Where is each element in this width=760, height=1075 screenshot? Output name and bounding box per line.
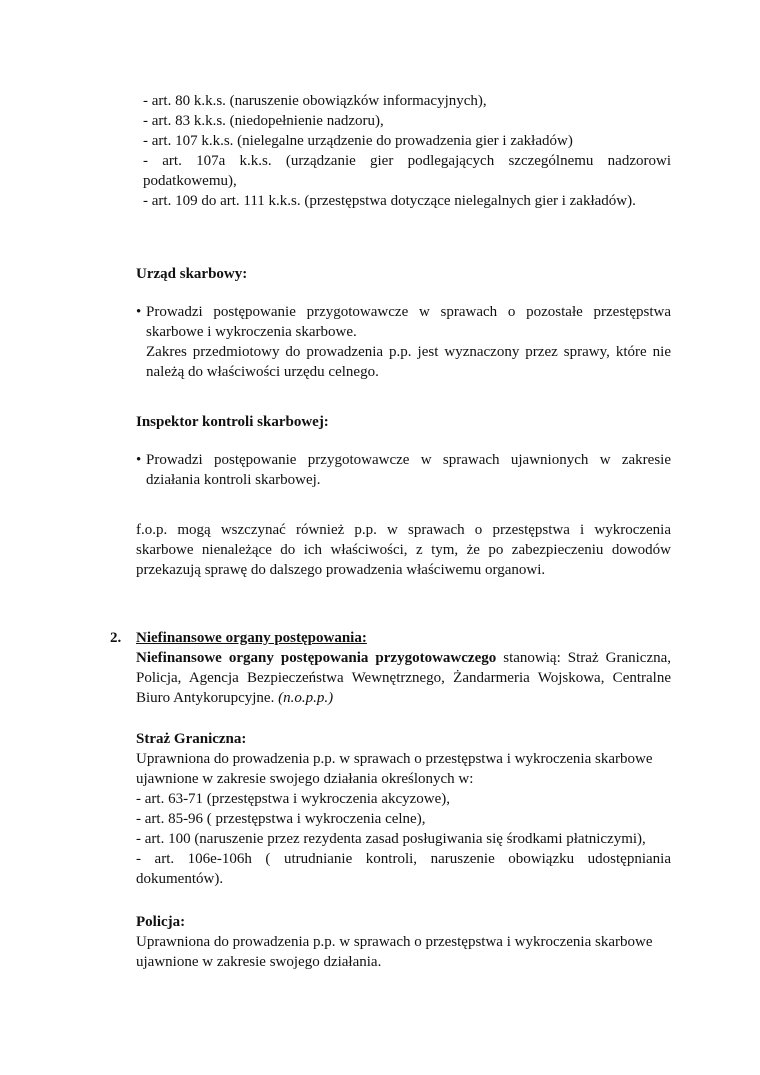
list-item: - art. 109 do art. 111 k.k.s. (przestępstwa dotyczące nielegalnych gier i zakładów).: [143, 193, 636, 209]
list-item: - art. 107 k.k.s. (nielegalne urządzenie do prowadzenia gier i zakładów): [143, 133, 573, 149]
paragraph-line: [136, 688, 671, 708]
section-heading: Urząd skarbowy:: [136, 266, 248, 282]
section-inspektor: [136, 412, 671, 490]
abbreviation: (n.o.p.p.): [278, 690, 334, 706]
section-heading: Policja:: [136, 914, 186, 930]
section-title: Niefinansowe organy postępowania:: [136, 630, 367, 646]
section-2: [136, 628, 671, 708]
bullet-text: Prowadzi postępowanie przygotowawcze w sprawach ujawnionych w zakresie: [146, 452, 671, 468]
bold-lead: Niefinansowe organy postępowania przygotowawczego: [136, 650, 497, 666]
list-item: - art. 85-96 ( przestępstwa i wykroczenia celne),: [136, 811, 426, 827]
list-item: - art. 100 (naruszenie przez rezydenta zasad posługiwania się środkami płatniczymi),: [136, 831, 646, 847]
paragraph-text: przekazują sprawę do dalszego prowadzenia właściwemu organowi.: [136, 562, 546, 578]
list-item-continuation: dokumentów).: [136, 871, 224, 887]
paragraph-text: ujawnione w zakresie swojego działania.: [136, 954, 382, 970]
bullet-item: [136, 450, 671, 490]
paragraph-text: Uprawniona do prowadzenia p.p. w sprawach o przestępstwa i wykroczenia skarbowe: [136, 934, 653, 950]
section-heading: Straż Graniczna:: [136, 731, 247, 747]
paragraph-line: [136, 648, 671, 668]
paragraph-text: Biuro Antykorupcyjne.: [136, 690, 279, 706]
article-list: [143, 91, 671, 211]
bullet-item: [136, 302, 671, 382]
section-straz-graniczna: [136, 729, 671, 889]
section-policja: [136, 912, 671, 972]
section-urzad-skarbowy: [136, 264, 671, 382]
paragraph-text: skarbowe nienależące do ich właściwości, z tym, że po zabezpieczeniu dowodów: [136, 542, 671, 558]
list-item: - art. 106e-106h ( utrudnianie kontroli, naruszenie obowiązku udostępniania: [136, 851, 671, 867]
paragraph-text: należą do właściwości urzędu celnego.: [146, 364, 379, 380]
bullet-icon: •: [136, 452, 142, 468]
paragraph-text: f.o.p. mogą wszczynać również p.p. w sprawach o przestępstwa i wykroczenia: [136, 522, 671, 538]
bullet-text: skarbowe i wykroczenia skarbowe.: [146, 324, 357, 340]
bullet-text: działania kontroli skarbowej.: [146, 472, 321, 488]
list-item-continuation: podatkowemu),: [143, 173, 237, 189]
list-item: - art. 83 k.k.s. (niedopełnienie nadzoru),: [143, 113, 384, 129]
paragraph-text: stanowią: Straż Graniczna,: [496, 650, 672, 666]
paragraph-text: Uprawniona do prowadzenia p.p. w sprawach o przestępstwa i wykroczenia skarbowe: [136, 751, 653, 767]
section-number: 2.: [110, 630, 122, 646]
section-heading: Inspektor kontroli skarbowej:: [136, 414, 329, 430]
paragraph-text: Policja, Agencja Bezpieczeństwa Wewnętrznego, Żandarmeria Wojskowa, Centralne: [136, 670, 671, 686]
fop-paragraph: [136, 520, 671, 580]
bullet-icon: •: [136, 304, 142, 320]
paragraph-text: Zakres przedmiotowy do prowadzenia p.p. jest wyznaczony przez sprawy, które nie: [146, 344, 671, 360]
list-item: - art. 63-71 (przestępstwa i wykroczenia akcyzowe),: [136, 791, 451, 807]
paragraph-text: ujawnione w zakresie swojego działania określonych w:: [136, 771, 474, 787]
bullet-text: Prowadzi postępowanie przygotowawcze w sprawach o pozostałe przestępstwa: [146, 304, 671, 320]
list-item: - art. 80 k.k.s. (naruszenie obowiązków informacyjnych),: [143, 93, 487, 109]
list-item: - art. 107a k.k.s. (urządzanie gier podlegających szczególnemu nadzorowi: [143, 153, 671, 169]
